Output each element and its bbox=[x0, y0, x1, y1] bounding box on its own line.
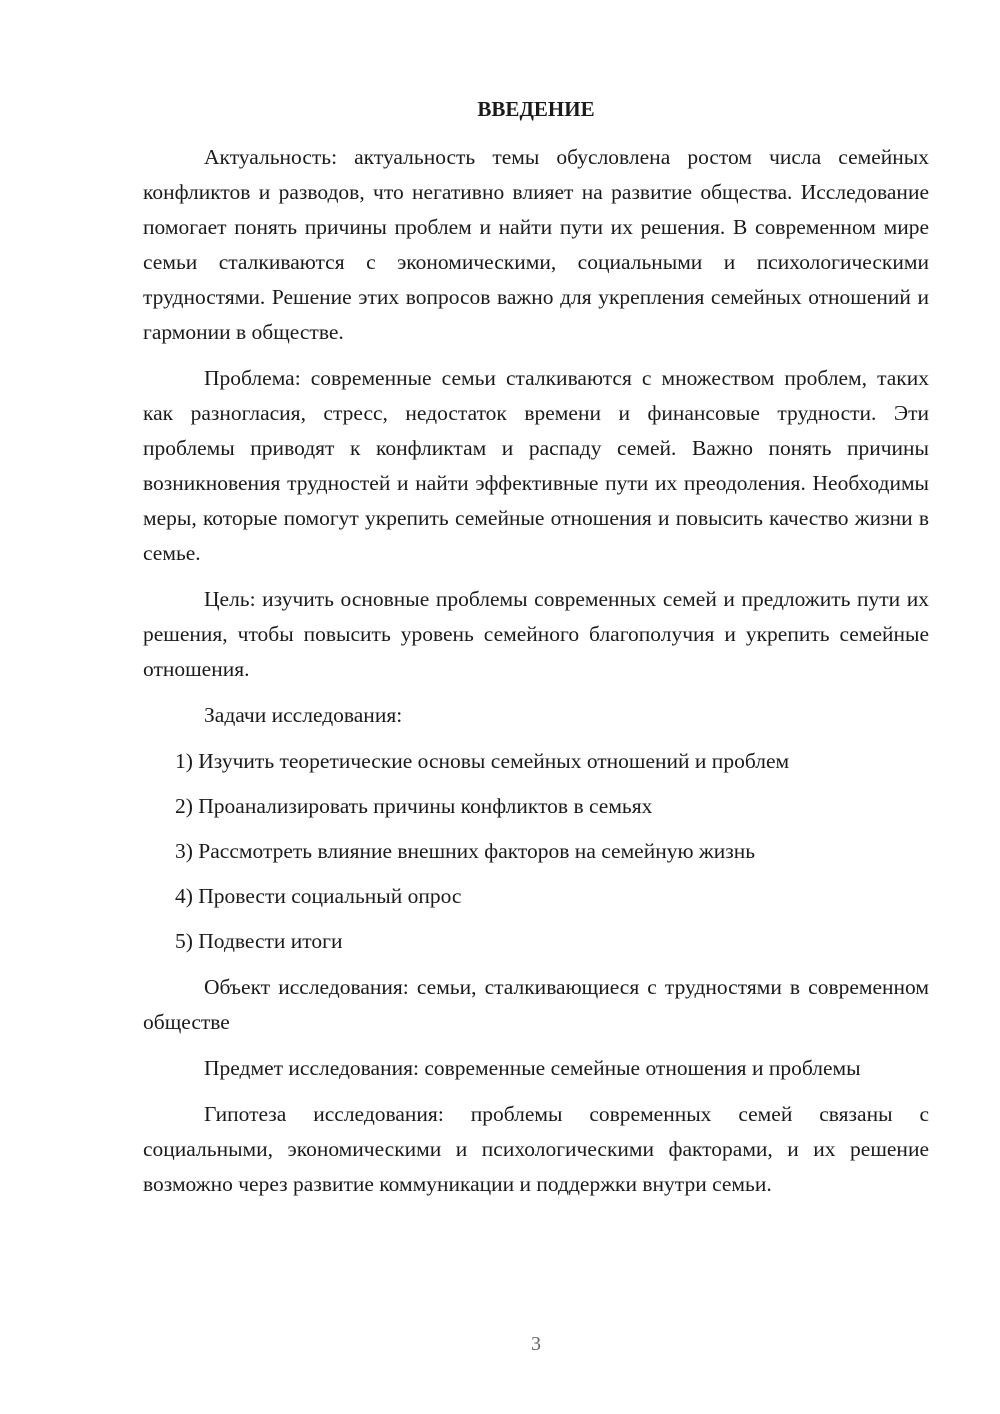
problem-paragraph: Проблема: современные семьи сталкиваются с множеством проблем, таких как разногласия, стресс, недостаток времени и финансовые трудности. Эти проблемы приводят к конфликтам и распаду семей. Важно понять причины возникновения трудностей и найти эффективные пути их преодоления. Необходимы меры, которые помогут укрепить семейные отношения и повысить качество жизни в семье. bbox=[143, 366, 929, 565]
object-paragraph: Объект исследования: семьи, сталкивающиеся с трудностями в современном обществе bbox=[143, 975, 929, 1034]
page-number: 3 bbox=[531, 1333, 541, 1355]
tasks-list bbox=[143, 744, 929, 959]
task-item: 1) Изучить теоретические основы семейных отношений и проблем bbox=[175, 749, 790, 773]
relevance-paragraph: Актуальность: актуальность темы обусловлена ростом числа семейных конфликтов и разводов, что негативно влияет на развитие общества. Исследование помогает понять причины проблем и найти пути их решения. В современном мире семьи сталкиваются с экономическими, социальными и психологическими трудностями. Решение этих вопросов важно для укрепления семейных отношений и гармонии в обществе. bbox=[143, 145, 929, 344]
tasks-heading: Задачи исследования: bbox=[204, 703, 403, 727]
task-item: 4) Провести социальный опрос bbox=[175, 884, 462, 908]
hypothesis-paragraph: Гипотеза исследования: проблемы современных семей связаны с социальными, экономическими и психологическими факторами, и их решение возможно через развитие коммуникации и поддержки внутри семьи. bbox=[143, 1102, 929, 1196]
task-item: 3) Рассмотреть влияние внешних факторов на семейную жизнь bbox=[175, 839, 756, 863]
task-item: 2) Проанализировать причины конфликтов в семьях bbox=[175, 794, 653, 818]
subject-paragraph: Предмет исследования: современные семейные отношения и проблемы bbox=[204, 1056, 861, 1080]
section-title: ВВЕДЕНИЕ bbox=[477, 97, 595, 121]
task-item: 5) Подвести итоги bbox=[175, 929, 343, 953]
goal-paragraph: Цель: изучить основные проблемы современных семей и предложить пути их решения, чтобы повысить уровень семейного благополучия и укрепить семейные отношения. bbox=[143, 587, 929, 681]
document-page bbox=[143, 92, 929, 1213]
